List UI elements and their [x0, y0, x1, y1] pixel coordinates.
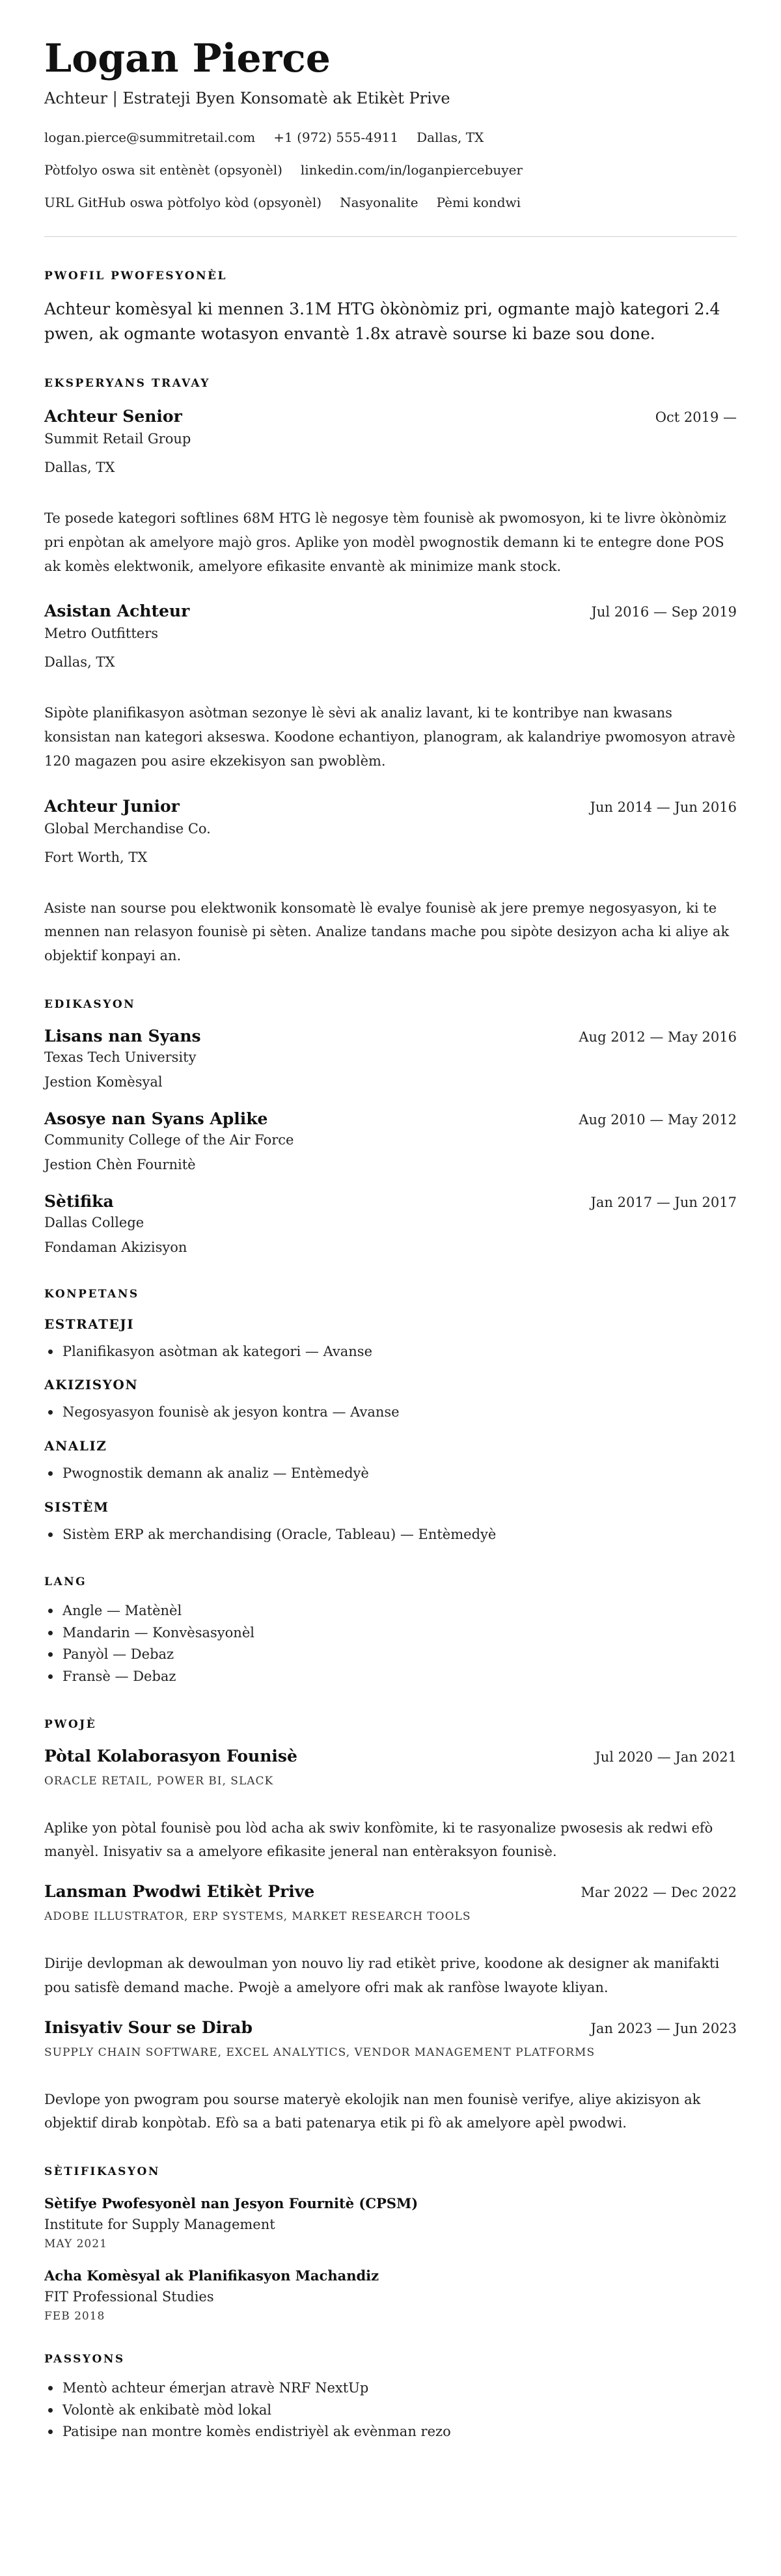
projects-heading: PWOJÈ [44, 1717, 97, 1731]
degree-title: Sètifika [44, 1191, 114, 1211]
skill-group [44, 1316, 737, 1363]
skill-item: Negosyasyon founisè ak jesyon kontra — Avanse [44, 1402, 737, 1424]
interest-item: Patisipe nan montre komès endistriyèl ak evènman rezo [44, 2421, 737, 2443]
certification-entry [44, 2195, 737, 2251]
job-title: Asistan Achteur [44, 602, 190, 621]
interest-item: Volontè ak enkibatè mòd lokal [44, 2400, 737, 2422]
cert-title: Sètifye Pwofesyonèl nan Jesyon Fournitè (CPSM) [44, 2195, 418, 2211]
job-company: Summit Retail Group [44, 431, 191, 447]
skills-heading: KONPETANS [44, 1287, 139, 1301]
job-description: Sipòte planifikasyon asòtman sezonye lè sèvi ak analiz lavant, ki te kontribye nan kwasans konsistan nan kategori akseswa. Koodone echantiyon, planogram, ak kalandriye pwomosyon atravè 120 magazen pou asire ekzekisyon san pwoblèm. [44, 705, 735, 769]
contact-linkedin[interactable]: linkedin.com/in/loganpiercebuyer [300, 162, 523, 178]
certifications-section [44, 2165, 737, 2323]
skills-section [44, 1288, 737, 1545]
interests-section [44, 2353, 737, 2443]
project-tech: SUPPLY CHAIN SOFTWARE, EXCEL ANALYTICS, VENDOR MANAGEMENT PLATFORMS [44, 2045, 596, 2059]
education-entry [44, 1192, 737, 1255]
job-description: Asiste nan sourse pou elektwonik konsomatè lè evalye founisè ak jere premye negosyasyon, ki te mennen nan relasyon founisè pi sèten. Analize tandans mache pou sipòte desizyon acha ki aliye ak objektif konpayi an. [44, 900, 730, 963]
certification-entry [44, 2267, 737, 2323]
skill-item: Planifikasyon asòtman ak kategori — Avanse [44, 1341, 737, 1363]
contact-row-3 [44, 195, 737, 210]
degree-title: Lisans nan Syans [44, 1026, 201, 1046]
skill-item: Sistèm ERP ak merchandising (Oracle, Tableau) — Entèmedyè [44, 1524, 737, 1546]
study-field: Jestion Komèsyal [44, 1073, 163, 1090]
job-location: Dallas, TX [44, 460, 115, 475]
candidate-headline: Achteur | Estrateji Byen Konsomatè ak Etikèt Prive [44, 89, 450, 107]
contact-row-2 [44, 162, 737, 178]
project-date: Jan 2023 — Jun 2023 [590, 2020, 737, 2036]
school-name: Texas Tech University [44, 1049, 197, 1065]
contact-email[interactable]: logan.pierce@summitretail.com [44, 130, 256, 145]
project-description: Devlope yon pwogram pou sourse materyè ekolojik nan men founisè verifye, aliye akizisyon ak objektif dirab konpòtab. Efò sa a bati patenarya etik pi fò ak amelyore apèl pwodwi. [44, 2091, 701, 2131]
skill-group [44, 1377, 737, 1424]
project-tech: ORACLE RETAIL, POWER BI, SLACK [44, 1774, 274, 1788]
degree-date: Aug 2012 — May 2016 [579, 1029, 737, 1045]
project-title: Lansman Pwodwi Etikèt Prive [44, 1882, 315, 1901]
job-date: Jul 2016 — Sep 2019 [591, 604, 737, 620]
degree-date: Aug 2010 — May 2012 [579, 1111, 737, 1128]
resume-header [44, 36, 737, 210]
study-field: Fondaman Akizisyon [44, 1239, 187, 1255]
degree-title: Asosye nan Syans Aplike [44, 1109, 268, 1128]
projects-section [44, 1718, 737, 2136]
languages-section [44, 1575, 737, 1687]
contact-phone[interactable]: +1 (972) 555-4911 [273, 130, 399, 145]
skill-category: SISTÈM [44, 1499, 109, 1515]
project-date: Mar 2022 — Dec 2022 [581, 1885, 737, 1900]
job-location: Fort Worth, TX [44, 849, 148, 865]
project-description: Dirije devlopman ak dewoulman yon nouvo liy rad etikèt prive, koodone ak designer ak manifakti pou satisfè demand mache. Pwojè a amelyore ofri mak ak ranfòse lwayote kliyan. [44, 1956, 720, 1995]
experience-section [44, 377, 737, 968]
job-title: Achteur Junior [44, 796, 180, 816]
project-entry [44, 1882, 737, 2000]
skill-item: Pwognostik demann ak analiz — Entèmedyè [44, 1463, 737, 1485]
interest-item: Mentò achteur émerjan atravè NRF NextUp [44, 2377, 737, 2400]
header-divider [44, 236, 737, 237]
contact-portfolio[interactable]: Pòtfolyo oswa sit entènèt (opsyonèl) [44, 162, 282, 178]
school-name: Dallas College [44, 1214, 144, 1230]
language-item: Fransè — Debaz [44, 1666, 737, 1688]
education-entry [44, 1109, 737, 1172]
certifications-heading: SÈTIFIKASYON [44, 2165, 160, 2178]
skill-category: AKIZISYON [44, 1377, 139, 1393]
profile-summary: Achteur komèsyal ki mennen 3.1M HTG òkònòmiz pri, ogmante majò kategori 2.4 pwen, ak ogmante wotasyon envantè 1.8x atravè sourse ki baze sou done. [44, 299, 720, 343]
cert-date: MAY 2021 [44, 2237, 107, 2251]
candidate-name: Logan Pierce [44, 36, 331, 81]
contact-location: Dallas, TX [417, 130, 484, 145]
skill-group [44, 1499, 737, 1546]
cert-title: Acha Komèsyal ak Planifikasyon Machandiz [44, 2267, 379, 2284]
job-company: Metro Outfitters [44, 626, 159, 642]
education-section [44, 998, 737, 1255]
cert-date: FEB 2018 [44, 2310, 105, 2323]
language-item: Mandarin — Konvèsasyonèl [44, 1622, 737, 1644]
project-entry [44, 2018, 737, 2136]
experience-heading: EKSPERYANS TRAVAY [44, 377, 210, 390]
job-location: Dallas, TX [44, 654, 115, 671]
skill-category: ANALIZ [44, 1437, 107, 1454]
experience-entry [44, 407, 737, 578]
project-entry [44, 1747, 737, 1864]
job-description: Te posede kategori softlines 68M HTG lè negosye tèm founisè ak pwomosyon, ki te livre òkònòmiz pri enpòtan ak amelyore majò gros. Aplike yon modèl pwognostik demann ki te entegre done POS ak komès elektwonik, amelyore efikasite envantè ak minimize mank stock. [44, 510, 726, 574]
education-heading: EDIKASYON [44, 997, 136, 1011]
cert-issuer: FIT Professional Studies [44, 2289, 214, 2305]
experience-entry [44, 797, 737, 968]
contact-license: Pèmi kondwi [436, 195, 521, 210]
languages-heading: LANG [44, 1575, 87, 1589]
school-name: Community College of the Air Force [44, 1131, 294, 1148]
contact-github[interactable]: URL GitHub oswa pòtfolyo kòd (opsyonèl) [44, 195, 322, 210]
project-title: Inisyativ Sour se Dirab [44, 2017, 253, 2037]
job-title: Achteur Senior [44, 407, 182, 426]
skill-group [44, 1438, 737, 1485]
project-description: Aplike yon pòtal founisè pou lòd acha ak swiv konfòmite, ki te rasyonalize pwosesis ak redwi efò manyèl. Inisyativ sa a amelyore efikasite jeneral nan entèraksyon founisè. [44, 1820, 713, 1860]
cert-issuer: Institute for Supply Management [44, 2217, 275, 2232]
job-date: Oct 2019 — [655, 409, 737, 425]
job-company: Global Merchandise Co. [44, 820, 211, 837]
language-item: Panyòl — Debaz [44, 1644, 737, 1666]
language-item: Angle — Matènèl [44, 1600, 737, 1622]
experience-entry [44, 602, 737, 773]
project-tech: ADOBE ILLUSTRATOR, ERP SYSTEMS, MARKET RESEARCH TOOLS [44, 1910, 471, 1923]
degree-date: Jan 2017 — Jun 2017 [590, 1194, 737, 1210]
profile-section [44, 270, 737, 346]
education-entry [44, 1027, 737, 1090]
project-title: Pòtal Kolaborasyon Founisè [44, 1746, 297, 1766]
profile-heading: PWOFIL PWOFESYONÈL [44, 270, 227, 283]
contact-row-1 [44, 130, 737, 145]
job-date: Jun 2014 — Jun 2016 [590, 799, 737, 815]
study-field: Jestion Chèn Fournitè [44, 1156, 196, 1172]
interests-heading: PASSYONS [44, 2353, 125, 2366]
project-date: Jul 2020 — Jan 2021 [595, 1749, 737, 1765]
skill-category: ESTRATEJI [44, 1316, 135, 1332]
contact-nationality: Nasyonalite [340, 195, 418, 210]
